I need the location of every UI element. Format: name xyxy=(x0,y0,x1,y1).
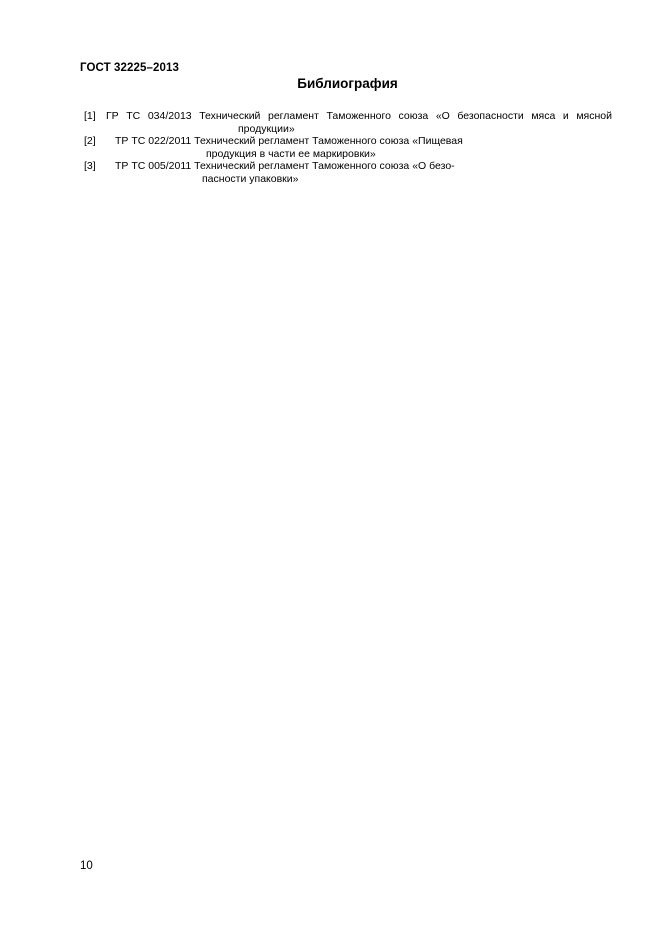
bibliography-entry xyxy=(84,110,612,135)
bibliography-entry-number: [2] xyxy=(84,135,96,147)
bibliography-entry-continuation: продукции» xyxy=(238,122,295,135)
bibliography-entry-number: [3] xyxy=(84,160,96,172)
document-standard-header: ГОСТ 32225–2013 xyxy=(80,62,180,74)
bibliography-entry xyxy=(84,135,612,160)
bibliography-entry-continuation: продукция в части ее маркировки» xyxy=(206,147,376,160)
bibliography-entry-continuation: пасности упаковки» xyxy=(202,172,299,185)
bibliography-entry-number: [1] xyxy=(84,110,96,122)
page-number: 10 xyxy=(80,860,93,872)
bibliography-entry-text: ТР ТС 005/2011 Технический регламент Таможенного союза «О безо- xyxy=(115,160,455,172)
bibliography-entry-text: ГР ТС 034/2013 Технический регламент Таможенного союза «О безопасности мяса и мясной xyxy=(106,110,612,122)
bibliography-title: Библиография xyxy=(297,76,398,91)
bibliography-entry-text: ТР ТС 022/2011 Технический регламент Таможенного союза «Пищевая xyxy=(115,135,463,147)
bibliography-entry xyxy=(84,160,612,185)
bibliography-list xyxy=(84,110,612,185)
